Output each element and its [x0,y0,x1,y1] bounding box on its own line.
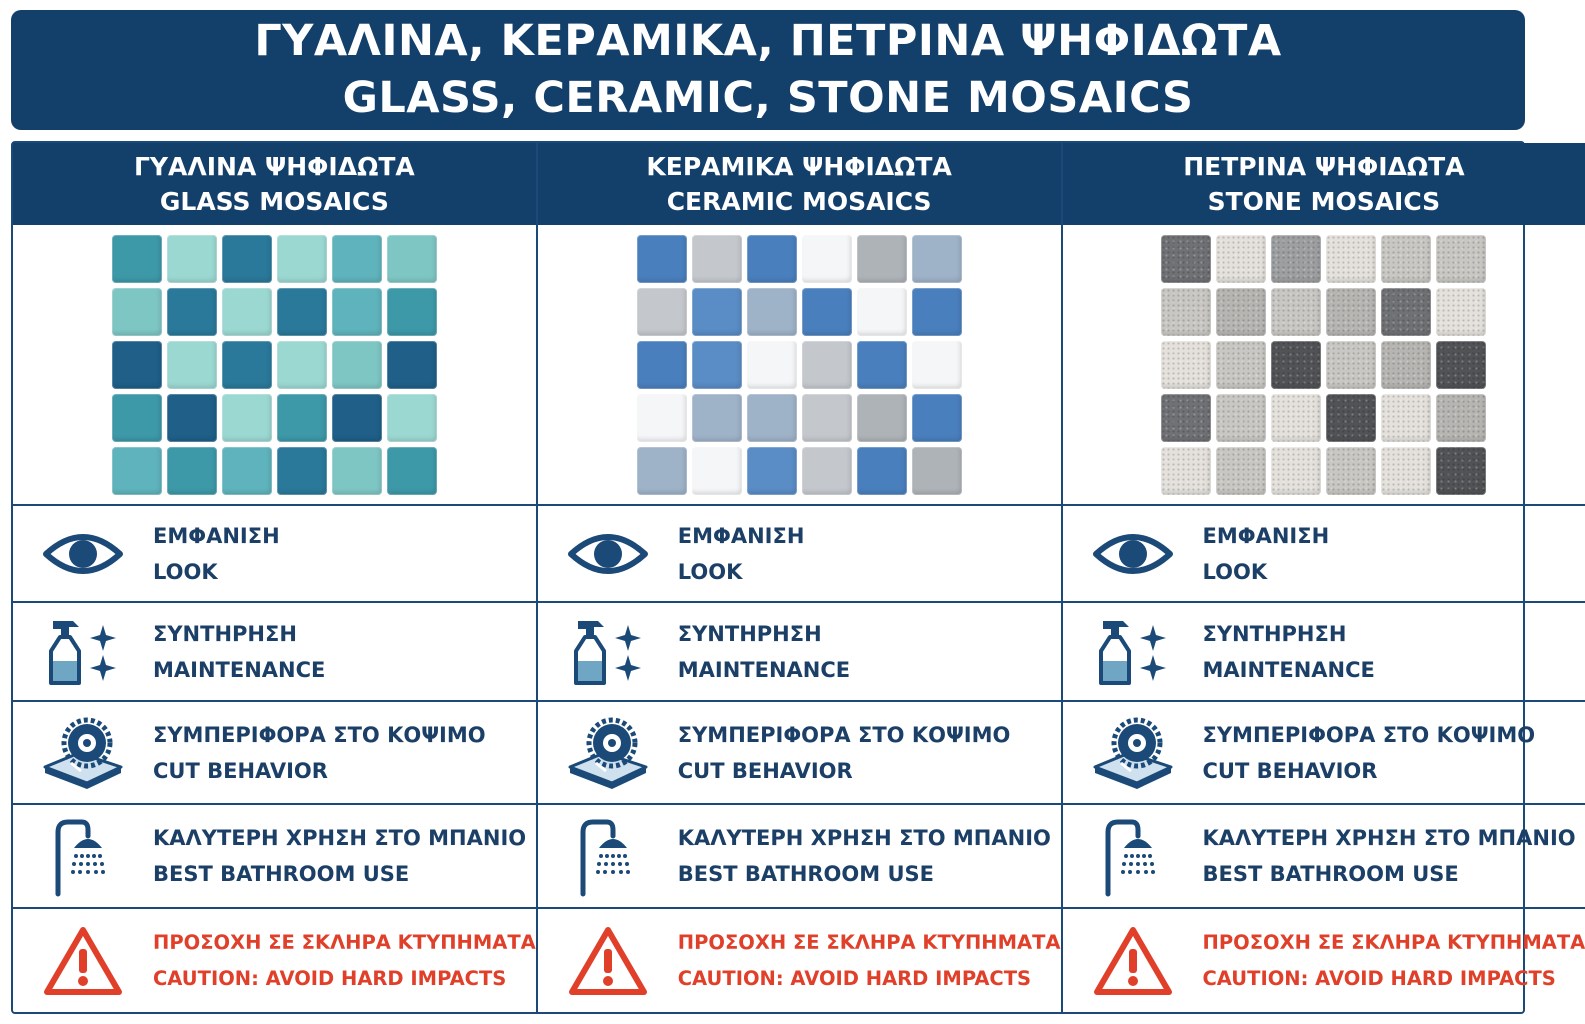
column-header [13,143,536,225]
attribute-label [153,820,526,892]
column-header-greek: ΠΕΤΡΙΝΑ ΨΗΦΙΔΩΤΑ [1183,152,1465,181]
mosaic-tile [857,394,907,442]
mosaic-swatch [538,225,1061,506]
mosaic-tile [112,235,162,283]
mosaic-tile [1436,447,1486,495]
attribute-label [1203,518,1330,590]
attribute-label-greek: ΚΑΛΥΤΕΡΗ ΧΡΗΣΗ ΣΤΟ ΜΠΑΝΙΟ [153,826,527,850]
mosaic-tile [1271,235,1321,283]
mosaic-tile [1436,235,1486,283]
column-header [538,143,1061,225]
attribute-label [153,616,325,688]
attribute-row [538,805,1061,909]
column-header-english: CERAMIC MOSAICS [666,187,932,216]
mosaic-tile [637,341,687,389]
mosaic-tile [222,394,272,442]
attribute-label [1203,925,1585,997]
mosaic-tile [692,447,742,495]
mosaic-tile [1271,288,1321,336]
spray-bottle-sparkle-icon [13,603,153,700]
saw-blade-cutting-icon [13,702,153,803]
attribute-label-english: CUT BEHAVIOR [153,758,328,783]
attribute-label-english: CAUTION: AVOID HARD IMPACTS [153,966,507,990]
mosaic-tile [332,288,382,336]
column-header-english: STONE MOSAICS [1207,187,1441,216]
mosaic-tile [277,288,327,336]
attribute-row [13,909,536,1012]
mosaic-tile [912,447,962,495]
mosaic-tile [222,447,272,495]
mosaic-tile [1436,394,1486,442]
mosaic-tile [1326,341,1376,389]
mosaic-tile [277,394,327,442]
mosaic-tile [692,394,742,442]
mosaic-tile [857,447,907,495]
shower-icon [538,805,678,907]
mosaic-tile [747,394,797,442]
attribute-row [538,909,1061,1012]
attribute-label-greek: ΠΡΟΣΟΧΗ ΣΕ ΣΚΛΗΡΑ ΚΤΥΠΗΜΑΤΑ [1202,930,1585,954]
column-header-greek: ΚΕΡΑΜΙΚΑ ΨΗΦΙΔΩΤΑ [646,152,952,181]
title-english: GLASS, CERAMIC, STONE MOSAICS [342,73,1194,123]
comparison-table [11,141,1585,1014]
attribute-label-greek: ΠΡΟΣΟΧΗ ΣΕ ΣΚΛΗΡΑ ΚΤΥΠΗΜΑΤΑ [153,930,536,954]
mosaic-tile [167,288,217,336]
mosaic-tile-grid [1161,235,1486,495]
attribute-label-english: LOOK [1202,559,1268,584]
attribute-label [678,820,1051,892]
attribute-label [1203,820,1576,892]
column-stone [1063,143,1585,1012]
mosaic-tile [1326,235,1376,283]
column-glass [13,143,538,1012]
attribute-row [1063,805,1585,909]
mosaic-tile [387,341,437,389]
mosaic-tile [802,394,852,442]
mosaic-tile [222,235,272,283]
attribute-label-greek: ΚΑΛΥΤΕΡΗ ΧΡΗΣΗ ΣΤΟ ΜΠΑΝΙΟ [1202,826,1576,850]
warning-triangle-icon [13,909,153,1012]
attribute-row [538,702,1061,805]
mosaic-tile [387,394,437,442]
mosaic-tile [1381,447,1431,495]
attribute-label-greek: ΣΥΜΠΕΡΙΦΟΡΑ ΣΤΟ ΚΟΨΙΜΟ [677,722,1011,747]
mosaic-tile [277,447,327,495]
attribute-label-english: CAUTION: AVOID HARD IMPACTS [677,966,1032,990]
eye-icon [538,506,678,601]
mosaic-tile [1381,394,1431,442]
mosaic-tile [1216,341,1266,389]
attribute-label [678,925,1061,997]
mosaic-tile-grid [637,235,962,495]
attribute-label-english: LOOK [153,559,218,584]
attribute-label [153,717,486,789]
mosaic-tile [167,447,217,495]
shower-icon [1063,805,1203,907]
mosaic-tile [692,235,742,283]
mosaic-tile [747,447,797,495]
mosaic-tile [1381,288,1431,336]
attribute-row [1063,603,1585,702]
attribute-row [1063,506,1585,603]
mosaic-tile [1326,447,1376,495]
mosaic-tile [1216,288,1266,336]
attribute-label-english: MAINTENANCE [153,657,326,682]
attribute-label [1203,616,1375,688]
mosaic-tile [1326,288,1376,336]
mosaic-tile [692,288,742,336]
mosaic-tile [332,341,382,389]
mosaic-tile [332,394,382,442]
column-header-english: GLASS MOSAICS [159,187,389,216]
mosaic-tile [912,341,962,389]
mosaic-tile [387,288,437,336]
attribute-label-greek: ΣΥΜΠΕΡΙΦΟΡΑ ΣΤΟ ΚΟΨΙΜΟ [153,722,486,747]
mosaic-swatch [1063,225,1585,506]
mosaic-tile [167,341,217,389]
mosaic-tile [637,235,687,283]
mosaic-tile-grid [112,235,437,495]
attribute-label-english: CUT BEHAVIOR [677,758,853,783]
mosaic-tile [912,394,962,442]
eye-icon [13,506,153,601]
mosaic-tile [857,288,907,336]
mosaic-tile [857,341,907,389]
mosaic-tile [1216,235,1266,283]
attribute-label [678,518,805,590]
attribute-label-english: MAINTENANCE [1202,657,1375,682]
attribute-label-greek: ΣΥΝΤΗΡΗΣΗ [1202,621,1347,646]
attribute-label-greek: ΣΥΜΠΕΡΙΦΟΡΑ ΣΤΟ ΚΟΨΙΜΟ [1202,722,1536,747]
mosaic-tile [222,341,272,389]
mosaic-tile [1161,341,1211,389]
mosaic-tile [112,394,162,442]
attribute-label-english: LOOK [677,559,743,584]
mosaic-tile [167,235,217,283]
mosaic-tile [747,288,797,336]
attribute-row [13,702,536,805]
mosaic-tile [637,288,687,336]
mosaic-tile [277,341,327,389]
attribute-label-greek: ΠΡΟΣΟΧΗ ΣΕ ΣΚΛΗΡΑ ΚΤΥΠΗΜΑΤΑ [677,930,1061,954]
attribute-row [1063,909,1585,1012]
mosaic-tile [1216,447,1266,495]
mosaic-tile [912,288,962,336]
column-ceramic [538,143,1063,1012]
mosaic-tile [1271,341,1321,389]
attribute-label-greek: ΚΑΛΥΤΕΡΗ ΧΡΗΣΗ ΣΤΟ ΜΠΑΝΙΟ [677,826,1051,850]
mosaic-tile [1161,447,1211,495]
mosaic-tile [1161,394,1211,442]
title-greek: ΓΥΑΛΙΝΑ, ΚΕΡΑΜΙΚΑ, ΠΕΤΡΙΝΑ ΨΗΦΙΔΩΤΑ [254,16,1282,66]
mosaic-tile [222,288,272,336]
column-header-greek: ΓΥΑΛΙΝΑ ΨΗΦΙΔΩΤΑ [134,152,415,181]
mosaic-tile [1381,235,1431,283]
mosaic-tile [802,288,852,336]
attribute-label-english: BEST BATHROOM USE [153,862,410,886]
mosaic-tile [637,447,687,495]
attribute-row [13,603,536,702]
mosaic-tile [747,341,797,389]
attribute-label [1203,717,1536,789]
attribute-label-english: BEST BATHROOM USE [677,862,934,886]
mosaic-tile [692,341,742,389]
mosaic-tile [112,447,162,495]
spray-bottle-sparkle-icon [538,603,678,700]
mosaic-tile [1436,341,1486,389]
attribute-row [13,506,536,603]
mosaic-tile [387,447,437,495]
attribute-row [538,603,1061,702]
mosaic-tile [1436,288,1486,336]
mosaic-tile [1161,235,1211,283]
mosaic-tile [277,235,327,283]
attribute-label-greek: ΕΜΦΑΝΙΣΗ [677,523,805,548]
attribute-label-english: MAINTENANCE [677,657,851,682]
warning-triangle-icon [1063,909,1203,1012]
mosaic-tile [802,341,852,389]
attribute-label-greek: ΕΜΦΑΝΙΣΗ [1202,523,1330,548]
mosaic-tile [637,394,687,442]
warning-triangle-icon [538,909,678,1012]
title-banner [11,10,1525,130]
attribute-label-greek: ΣΥΝΤΗΡΗΣΗ [677,621,822,646]
spray-bottle-sparkle-icon [1063,603,1203,700]
attribute-row [538,506,1061,603]
mosaic-tile [857,235,907,283]
attribute-label-greek: ΣΥΝΤΗΡΗΣΗ [153,621,297,646]
mosaic-tile [112,288,162,336]
shower-icon [13,805,153,907]
mosaic-tile [1161,288,1211,336]
attribute-label [678,616,850,688]
eye-icon [1063,506,1203,601]
mosaic-tile [332,447,382,495]
mosaic-tile [1216,394,1266,442]
mosaic-tile [1271,394,1321,442]
attribute-label-english: BEST BATHROOM USE [1202,862,1459,886]
attribute-label-english: CUT BEHAVIOR [1202,758,1378,783]
mosaic-tile [1381,341,1431,389]
mosaic-tile [387,235,437,283]
attribute-row [1063,702,1585,805]
mosaic-tile [1271,447,1321,495]
saw-blade-cutting-icon [1063,702,1203,803]
mosaic-tile [802,235,852,283]
attribute-label-greek: ΕΜΦΑΝΙΣΗ [153,523,280,548]
attribute-label-english: CAUTION: AVOID HARD IMPACTS [1202,966,1556,990]
mosaic-tile [747,235,797,283]
attribute-label [153,925,536,997]
column-header [1063,143,1585,225]
attribute-row [13,805,536,909]
mosaic-swatch [13,225,536,506]
attribute-label [153,518,280,590]
mosaic-tile [802,447,852,495]
saw-blade-cutting-icon [538,702,678,803]
mosaic-tile [1326,394,1376,442]
mosaic-tile [112,341,162,389]
mosaic-tile [332,235,382,283]
mosaic-tile [167,394,217,442]
attribute-label [678,717,1011,789]
mosaic-tile [912,235,962,283]
